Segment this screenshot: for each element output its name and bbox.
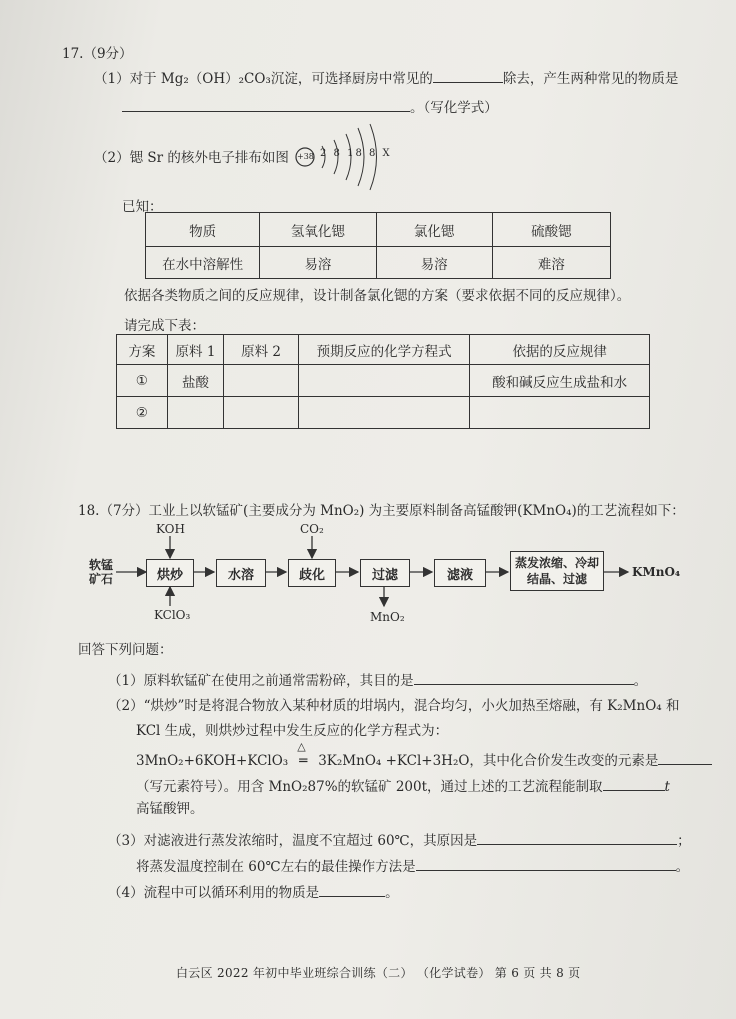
plan-header-cell: 原料 1	[167, 335, 224, 365]
flow-box-dissolve: 水溶	[216, 559, 266, 587]
solubility-cell: 易溶	[260, 247, 376, 279]
q18-sub2-line5: 高锰酸钾。	[136, 801, 204, 817]
flow-output-mno2: MnO₂	[370, 610, 405, 624]
plan-header-cell: 方案	[117, 335, 168, 365]
plan-header-cell: 预期反应的化学方程式	[298, 335, 470, 365]
flow-input-co2: CO₂	[300, 522, 324, 536]
plan-cell: ②	[117, 397, 168, 429]
q18-sub2-equation: 3MnO₂+6KOH+KClO₃ △ ═ 3K₂MnO₄ +KCl+3H₂O，其中化合价发生改变的元素是	[136, 750, 712, 769]
flow-box-filtrate: 滤液	[434, 559, 486, 587]
q17-title: 17.（9分）	[62, 46, 133, 62]
flow-input-kclo3: KClO₃	[154, 608, 191, 622]
flow-input-koh: KOH	[156, 522, 185, 536]
q18-sub2-line2: KCl 生成，则烘炒过程中发生反应的化学方程式为：	[136, 723, 449, 739]
solubility-header-cell: 硫酸锶	[492, 213, 610, 247]
q18-sub4: （4）流程中可以循环利用的物质是 。	[108, 882, 399, 901]
flow-end-label: KMnO₄	[632, 565, 681, 579]
flow-box-filter: 过滤	[360, 559, 410, 587]
q17-part1-line: （1）对于 Mg₂（OH）₂CO₃沉淀，可选择厨房中常见的 除去，产生两种常见的物质是	[94, 68, 678, 87]
q18-sub3-line2: 将蒸发温度控制在 60℃左右的最佳操作方法是 。	[136, 856, 689, 875]
plan-cell: 盐酸	[167, 365, 224, 397]
q18-answer-intro: 回答下列问题：	[78, 642, 173, 658]
solubility-cell: 在水中溶解性	[146, 247, 260, 279]
solubility-cell: 难溶	[492, 247, 610, 279]
plan-header-cell: 原料 2	[224, 335, 298, 365]
flow-box-disproportionate: 歧化	[288, 559, 336, 587]
q18-sub1: （1）原料软锰矿在使用之前通常需粉碎，其目的是 。	[108, 670, 647, 689]
solubility-cell: 易溶	[376, 247, 492, 279]
solubility-header-cell: 氯化锶	[376, 213, 492, 247]
solubility-header-cell: 物质	[146, 213, 260, 247]
answer-blank-8[interactable]	[319, 882, 385, 897]
answer-blank-5[interactable]	[603, 776, 665, 791]
flow-box-evaporate: 蒸发浓缩、冷却结晶、过滤	[510, 551, 604, 591]
equation-condition: △ ═	[297, 740, 308, 769]
known-label: 已知：	[122, 199, 163, 215]
q17-part2-line: （2）锶 Sr 的核外电子排布如图	[94, 150, 289, 166]
q17-instruction: 依据各类物质之间的反应规律，设计制备氯化锶的方案（要求依据不同的反应规律）。	[124, 288, 631, 304]
answer-blank-6[interactable]	[477, 830, 677, 845]
plan-header-cell: 依据的反应规律	[470, 335, 650, 365]
q18-sub2-line1: （2）“烘炒”时是将混合物放入某种材质的坩埚内，混合均匀，小火加热至熔融，有 K₂MnO₄ 和	[108, 698, 680, 714]
answer-blank-7[interactable]	[416, 856, 676, 871]
q17-part1-line2: 。（写化学式）	[122, 97, 498, 116]
plan-cell: 酸和碱反应生成盐和水	[470, 365, 650, 397]
q18-title: 18.（7分）工业上以软锰矿(主要成分为 MnO₂) 为主要原料制备高锰酸钾(KMnO₄)的工艺流程如下：	[78, 503, 685, 519]
answer-blank-3[interactable]	[414, 670, 634, 685]
page-footer: 白云区 2022 年初中毕业班综合训练（二） （化学试卷） 第 6 页 共 8 页	[176, 966, 581, 980]
atom-nucleus-label: +38	[297, 152, 314, 161]
q17-complete-label: 请完成下表：	[124, 318, 205, 334]
solubility-header-cell: 氢氧化锶	[260, 213, 376, 247]
q18-sub3-line1: （3）对滤液进行蒸发浓缩时，温度不宜超过 60℃，其原因是 ；	[108, 830, 691, 849]
flow-start-label: 软锰矿石	[88, 558, 113, 587]
plan-cell: ①	[117, 365, 168, 397]
q18-sub2-line4: （写元素符号）。用含 MnO₂87%的软锰矿 200t，通过上述的工艺流程能制取 t	[136, 776, 670, 795]
atom-shells-label: 2 8 18 8 X	[320, 148, 392, 159]
flow-box-roast: 烘炒	[146, 559, 194, 587]
answer-blank-4[interactable]	[658, 750, 712, 765]
